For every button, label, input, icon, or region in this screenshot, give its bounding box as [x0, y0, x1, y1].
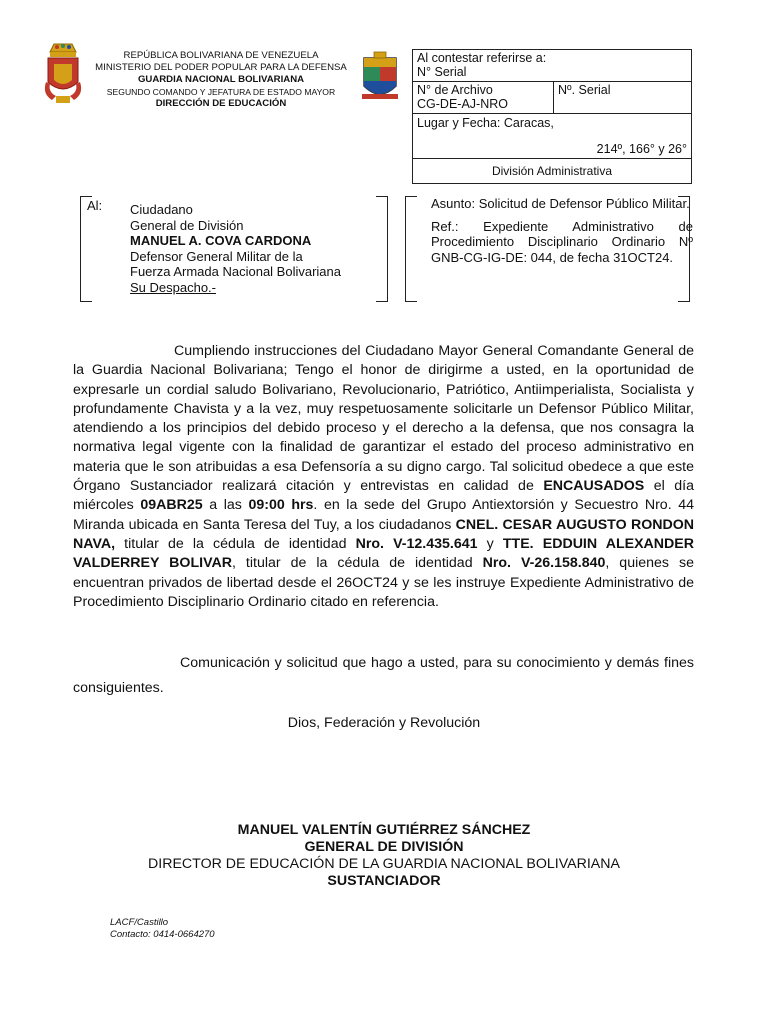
footer-contact: Contacto: 0414-0664270 — [110, 929, 215, 940]
reference-box — [412, 49, 692, 184]
anios-value: 214º, 166° y 26° — [596, 142, 687, 156]
person2-id: Nro. V-26.158.840 — [482, 555, 606, 572]
signatory-role: SUSTANCIADOR — [327, 873, 441, 889]
time-text: 09:00 hrs — [248, 497, 314, 514]
education-shield-icon — [360, 50, 400, 106]
subject-bracket-left — [405, 196, 417, 302]
date-text: 09ABR25 — [140, 497, 203, 514]
contestar-label: Al contestar referirse a: — [417, 51, 547, 65]
header-line-gnb: GUARDIA NACIONAL BOLIVARIANA — [137, 74, 305, 85]
addressee-line: Fuerza Armada Nacional Bolivariana — [130, 264, 341, 279]
asunto-text: Asunto: Solicitud de Defensor Público Militar. — [431, 196, 690, 211]
addressee-line: Ciudadano — [130, 202, 193, 217]
division-label: División Administrativa — [491, 164, 613, 178]
closing-motto: Dios, Federación y Revolución — [287, 715, 481, 731]
header-line-republic: REPÚBLICA BOLIVARIANA DE VENEZUELA — [123, 50, 319, 61]
serial-label: N° Serial — [417, 65, 467, 79]
addressee-name: MANUEL A. COVA CARDONA — [130, 233, 312, 248]
header-line-ministry: MINISTERIO DEL PODER POPULAR PARA LA DEFENSA — [95, 62, 347, 73]
lugar-fecha-label: Lugar y Fecha: Caracas, — [417, 116, 554, 130]
archivo-value: CG-DE-AJ-NRO — [417, 97, 508, 111]
body-text: Cumpliendo instrucciones del Ciudadano Mayor General Comandante General de la Guardia Nacional Bolivariana; Tengo el honor de dirigirme a usted, en la oportunidad de expresarle un cordial saludo Bolivariano, Revolucionario, Patriótico, Antiimperialista, Socialista y profundamente Chavista y a la vez, muy respetuosamente solicitarle un Defensor Público Militar, atendiendo a los principios del debido proceso y el derecho a la defensa, que nos consagra la normativa legal vigente con la finalidad de garantizar el estado del proceso administrativo en materia que le son atribuidas a esa Defensoría a su digno cargo. Tal solicitud obedece a que este Órgano Sustanciador realizará citación y entrevistas en calidad de — [73, 343, 694, 495]
addressee-line: Defensor General Militar de la — [130, 248, 303, 264]
gnb-emblem-icon — [42, 42, 84, 106]
signatory-rank: GENERAL DE DIVISIÓN — [304, 839, 464, 855]
addressee-line: General de División — [130, 217, 244, 233]
footer — [110, 917, 215, 941]
letterhead — [84, 50, 358, 110]
body-paragraph-1 — [73, 342, 694, 612]
footer-initials: LACF/Castillo — [110, 917, 169, 928]
signatory-position: DIRECTOR DE EDUCACIÓN DE LA GUARDIA NACIONAL BOLIVARIANA — [148, 856, 620, 872]
header-line-command: SEGUNDO COMANDO Y JEFATURA DE ESTADO MAYOR — [106, 87, 336, 97]
al-label: Al: — [87, 198, 103, 213]
encausados-text: ENCAUSADOS — [543, 478, 645, 495]
body-text: y — [477, 535, 503, 552]
person1-name: CNEL. CESAR AUGUSTO RONDON NAVA, — [73, 516, 694, 552]
body-text: a las — [202, 497, 249, 514]
reference-text: Ref.: Expediente Administrativo de Procedimiento Disciplinario Ordinario Nº GNB-CG-IG-DE: 044, de fecha 31OCT24. — [431, 219, 693, 265]
body-text: Comunicación y solicitud que hago a usted, para su conocimiento y demás fines consiguientes. — [73, 655, 694, 696]
body-text: . en la sede del Grupo Antiextorsión y Secuestro Nro. 44 Miranda ubicada en Santa Teresa del Tuy, a los ciudadanos — [73, 497, 695, 533]
person2-name: TTE. EDDUIN ALEXANDER VALDERREY BOLIVAR — [73, 535, 695, 572]
body-text: , quienes se encuentran privados de libertad desde el 26OCT24 y se les instruye Expediente Administrativo de Procedimiento Disciplinario Ordinario citado en referencia. — [73, 555, 694, 610]
archivo-label: N° de Archivo — [417, 83, 493, 97]
serial2-label: Nº. Serial — [558, 83, 611, 97]
body-paragraph-2 — [73, 651, 694, 700]
subject-block — [431, 196, 693, 273]
addressee-despacho: Su Despacho.- — [130, 279, 216, 295]
body-text: , titular de la cédula de identidad — [231, 555, 483, 572]
signatory-name: MANUEL VALENTÍN GUTIÉRREZ SÁNCHEZ — [237, 822, 531, 838]
signature-block — [0, 822, 768, 890]
addressee-block — [130, 202, 380, 295]
header-line-direction: DIRECCIÓN DE EDUCACIÓN — [155, 98, 287, 109]
person1-id: Nro. V-12.435.641 — [355, 535, 478, 552]
body-text: titular de la cédula de identidad — [115, 535, 356, 552]
body-text: el día miércoles — [73, 478, 694, 514]
